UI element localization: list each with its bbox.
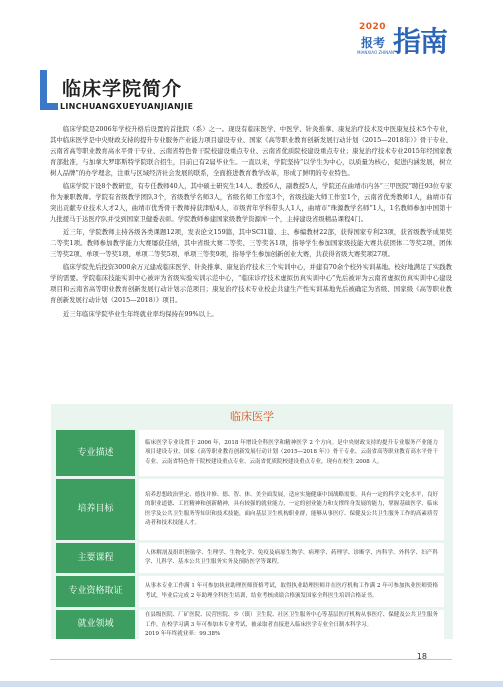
row-text-content: 培养思想政治坚定、德技并修、德、智、体、美全面发展，适应实施健康中国战略需要，具有一定的科学文化水平，良好的职业道德、工匠精神和创新精神，具有较强的就业能力、一定的创业能力和支撑终身发展的能力，掌握基础医学、临床医学及公共卫生服务等知识和技术技能，面向基层卫生机构职业群，能够从事医疗、保健及公共卫生服务工作的高素质劳动者和技术技能人才。 bbox=[145, 491, 438, 526]
row-text-content: 临床医学专业设置于 2006 年，2018 年增设全科医学和精神医学 2 个方向。是中央财政支持的提升专业服务产业能力项目建设专业、国家《高等职业教育创新发展行动计划（2015—2018 年）》骨干专业、云南省高等职业教育高水平骨干专业、云南省特色骨干院校建设重点专业、云南省优质院校建设重点专业，现有在校生 2008 人。 bbox=[145, 439, 438, 465]
row-text bbox=[139, 576, 444, 607]
logo-year: 2020 bbox=[359, 22, 387, 32]
row-label: 培养目标 bbox=[56, 479, 135, 540]
table-row bbox=[51, 543, 453, 573]
bottom-bar bbox=[0, 681, 503, 687]
paragraph: 临床学院先后投资3000余万元建成临床医学、针灸推拿、康复治疗技术三个实训中心，并建有70余个校外实训基地。校好地满足了实践教学的需要。学院临床技能实训中心被评为省级实验实训示范中心，“临床诊疗技术虚拟仿真实训中心”先后被评为云南省虚拟仿真实训中心建设项目和云南省高等职业教育创新发展行动计划示范项目；康复治疗技术专业校企共建生产性实训基地先后被确定为省级、国家级《高等职业教育创新发展行动计划（2015—2018）》项目。 bbox=[50, 263, 452, 305]
row-text bbox=[139, 543, 444, 573]
row-text-content: 在县级医院、厂矿医院、民营医院、乡（镇）卫生院、社区卫生服务中心等基层医疗机构从事医疗、保健及公共卫生服务工作，在校学习满 3 年可参加本专业考试，被录取者直接进入临床医学专业全日制本科学习。 bbox=[145, 612, 438, 628]
row-text bbox=[139, 430, 444, 476]
row-text-content: 人体解剖及组织胚胎学、生理学、生物化学、免疫及病原生物学、病理学、药理学、诊断学、内科学、外科学、妇产科学、儿科学、基本公共卫生服务实务及预防医学等课程。 bbox=[145, 549, 438, 565]
paragraph: 临床学院是2006年学校升格后设置的首批院（系）之一。现设有临床医学、中医学、针灸推拿、康复治疗技术及中医康复技术5个专业，其中临床医学是中央财政支持的提升专业服务产业能力项目建设专业、国家《高等职业教育创新发展行动计划（2015—2018年）》骨干专业、云南省高等职业教育高水平骨干专业、云南省特色骨干院校建设重点专业、云南省优质院校建设重点专业；康复治疗技术专业2015年经国家教育部批准，与加拿大罗耶斯特学院联合招生，目前已有2届毕业生。一直以来，学院坚持“以学生为中心，以质量为核心，促进内涵发展，树立树人品牌”的办学理念，注重与区域经济社会发展的联系，全面推进教育教学改革，形成了鲜明的专业特色。 bbox=[50, 125, 452, 177]
logo-brand-left: 报考 bbox=[361, 36, 386, 50]
title-l-decoration bbox=[40, 70, 58, 110]
table-row bbox=[51, 576, 453, 607]
intro-body bbox=[50, 124, 452, 322]
table-row bbox=[51, 610, 453, 639]
paragraph: 临床学院下设8个教研室，有专任教师40人，其中硕士研究生14人、教授6人，副教授5人，学院还在曲靖市内各“三甲医院”聘任93位专家作为兼职教师。学院有省级教学团队3个，省级教学名师3人，省级名师工作室3个，省级技能大师工作室1个，云南省优秀教师1人，曲靖市有突出贡献专业技术人才2人，曲靖市优秀骨干教师持获津贴4人，市级青年学科带头人1人，曲靖市“珠源教学名师”1人，1名教师参加中国第十九批援马于达医疗队并受到国家卫健委表彰。学院教师参建国家级教学资源库一个，主持建设省级精品课程4门。 bbox=[50, 182, 452, 223]
logo-brand-sub: MIANXIAO ZHINAN bbox=[357, 50, 395, 55]
row-text-content: 从事本专业工作满 1 年可参加执业助理医师资格考试，取得执业助理医师并在医疗机构工作满 2 年可参加执业医师资格考试，毕业后完成 2 年助理全科医生培训，结业考核成绩合格颁发国家全科医生培训合格证书。 bbox=[145, 583, 438, 599]
page-title: 临床学院简介 bbox=[62, 78, 183, 100]
table-row bbox=[51, 479, 453, 540]
logo-brand-main: 指南 bbox=[393, 25, 448, 58]
row-label: 专业资格取证 bbox=[56, 576, 135, 607]
row-label: 就业领域 bbox=[56, 610, 135, 639]
paragraph: 近三年，学院教师主持各级各类课题12项，发表论文159篇，其中SCI1篇、主、参编教材22部，获得国家专利23项，获省级教学成果奖二等奖1项。教师参加教学能力大赛屡获佳绩，其中省级大赛二等奖、三等奖各1项，指导学生参加国家级技能大赛共获团体二等奖2项、团体三等奖2项、单项一等奖1项、单项二等奖5项、单项三等奖9项，指导学生参加创新创业大赛，共获得省级大赛奖项27项。 bbox=[50, 228, 452, 258]
table-row bbox=[51, 430, 453, 476]
page-number: 18 bbox=[416, 652, 427, 661]
row-text bbox=[139, 479, 444, 540]
row-label: 主要课程 bbox=[56, 543, 135, 573]
employment-rate: 2019 年年终就业率：99.38% bbox=[145, 631, 221, 637]
guide-logo bbox=[353, 14, 473, 60]
footer-divider bbox=[50, 659, 452, 660]
paragraph: 近三年临床学院毕业生年终就业率均保持在99%以上。 bbox=[63, 309, 218, 318]
page-title-pinyin: LINCHUANGXUEYUANJIANJIE bbox=[60, 102, 194, 111]
row-label: 专业描述 bbox=[56, 430, 135, 476]
row-text bbox=[139, 610, 444, 639]
major-info-table bbox=[51, 404, 453, 639]
table-heading: 临床医学 bbox=[230, 410, 274, 423]
